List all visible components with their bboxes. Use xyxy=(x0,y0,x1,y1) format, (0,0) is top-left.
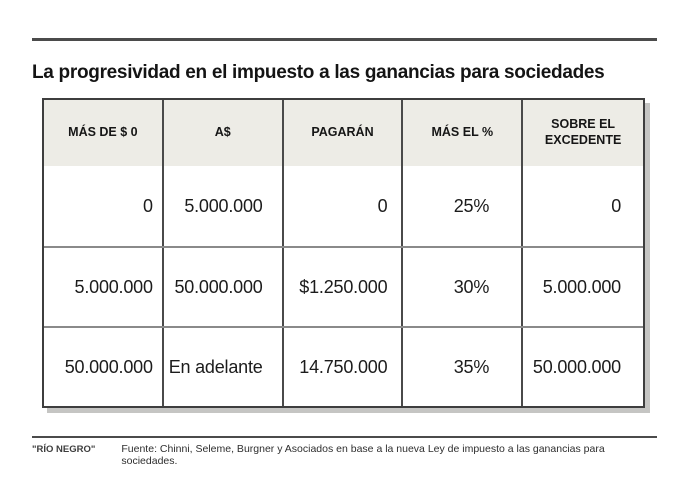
column-header-sobre-el-excedente: SOBRE EL EXCEDENTE xyxy=(544,117,622,147)
column-header-mas-de: MÁS DE $ 0 xyxy=(44,100,164,166)
table-cell: 0 xyxy=(284,166,404,246)
table-cell: En adelante xyxy=(164,328,284,406)
page-title: La progresividad en el impuesto a las ganancias para sociedades xyxy=(32,61,605,83)
table-row xyxy=(44,166,643,246)
table-cell: 0 xyxy=(44,166,164,246)
table-cell: $1.250.000 xyxy=(284,248,404,326)
table-cell: 5.000.000 xyxy=(164,166,284,246)
table-cell: 50.000.000 xyxy=(44,328,164,406)
publisher-credit: "RÍO NEGRO" xyxy=(32,444,96,455)
table-cell: 50.000.000 xyxy=(532,356,621,377)
top-rule xyxy=(32,38,657,41)
table-row xyxy=(44,246,643,326)
table-header-row xyxy=(44,100,643,166)
table-cell: 35% xyxy=(403,328,523,406)
table-cell: 14.750.000 xyxy=(284,328,404,406)
column-header-mas-el-pct: MÁS EL % xyxy=(403,100,523,166)
table-cell: 30% xyxy=(403,248,523,326)
table-cell: 5.000.000 xyxy=(44,248,164,326)
table-cell: 5.000.000 xyxy=(542,276,621,297)
tax-brackets-table xyxy=(42,98,645,408)
table-cell: 25% xyxy=(403,166,523,246)
column-header-pagaran: PAGARÁN xyxy=(284,100,404,166)
table-row xyxy=(44,326,643,406)
source-note: Fuente: Chinni, Seleme, Burgner y Asociados en base a la nueva Ley de impuesto a las ganancias para sociedades. xyxy=(121,443,605,467)
column-header-a: A$ xyxy=(164,100,284,166)
table-cell: 0 xyxy=(611,195,621,216)
table-cell: 50.000.000 xyxy=(164,248,284,326)
bottom-rule xyxy=(32,436,657,438)
footer xyxy=(32,443,662,467)
